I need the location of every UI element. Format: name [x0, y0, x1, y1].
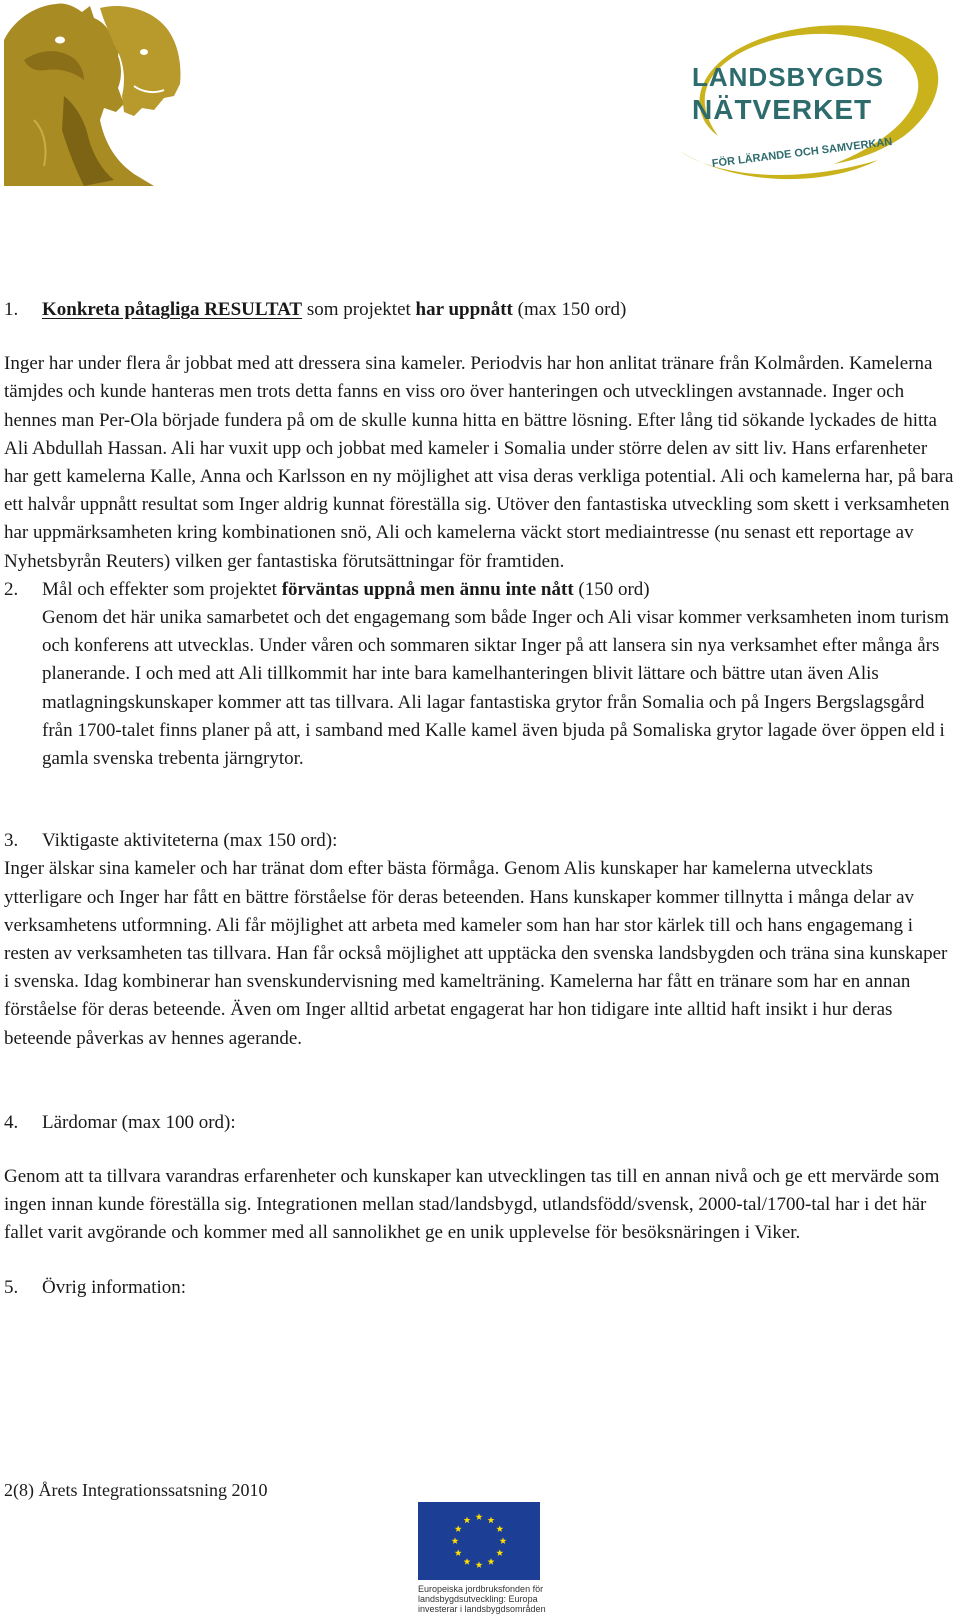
spacer [4, 1248, 954, 1274]
sheep-logo [4, 0, 184, 186]
logo-tagline: FÖR LÄRANDE OCH SAMVERKAN [711, 135, 893, 170]
eu-caption [418, 1584, 554, 1614]
section-1-number: 1. [4, 299, 19, 320]
section-1-title-bold: har uppnått [415, 299, 513, 320]
logo-text-line2: NÄTVERKET [692, 94, 873, 125]
section-1-title-end: (max 150 ord) [512, 299, 627, 320]
section-2-number: 2. [4, 578, 19, 600]
section-4-title: Lärdomar (max 100 ord): [42, 1111, 236, 1133]
golden-sheep-logo-icon [4, 0, 184, 186]
eu-flag-icon [418, 1502, 540, 1580]
section-4-body: Genom att ta tillvara varandras erfarenheter och kunskaper kan utvecklingen tas till en annan nivå och ge ett mervärde som ingen innan kunde föreställa sig. Integrationen mellan stad/landsbygd, utlandsfödd/svensk, 2000-tal/1700-tal har i det här fallet varit avgörande och kommer med all sannolikhet ge en unik upplevelse för besöksnäringen i Viker. [4, 1166, 940, 1244]
eu-caption-line1: Europeiska jordbruksfonden för [418, 1584, 544, 1594]
section-1-body: Inger har under flera år jobbat med att dressera sina kameler. Periodvis har hon anlitat tränare från Kolmården. Kamelerna tämjdes och kunde hanteras men trots detta fanns en viss oro över hanteringen och utvecklingen avstannade. Inger och hennes man Per-Ola började fundera på om de skulle kunna hitta en bättre lösning. Efter lång tid sökande lyckades de hitta Ali Abdullah Hassan. Ali har vuxit upp och jobbat med kameler i Somalia under större delen av sitt liv. Hans erfarenheter har gett kamelerna Kalle, Anna och Karlsson en ny möjlighet att visa deras verkliga potential. Ali och kamelerna har, på bara ett halvår uppnått resultat som Inger aldrig kunnat föreställa sig. Utöver den fantastiska utveckling som skett i verksamheten har uppmärksamheten kring kombinationen snö, Ali och kamelerna väckt stort mediaintresse (nu senast ett reportage av Nyhetsbyrån Reuters) vilken ger fantastiska förutsättningar för framtiden. [4, 353, 954, 572]
spacer [4, 1053, 954, 1109]
document-body [4, 296, 954, 1302]
section-1-title-mid: som projektet [302, 299, 416, 320]
spacer [4, 1137, 954, 1163]
section-1-heading [4, 296, 954, 324]
section-3-number: 3. [4, 830, 19, 852]
section-3-heading [4, 827, 954, 855]
section-5-heading [4, 1274, 954, 1302]
spacer [4, 773, 954, 827]
eu-caption-line2: landsbygdsutveckling: Europa [418, 1594, 538, 1604]
section-1-title-underlined: Konkreta påtagliga RESULTAT [42, 299, 303, 320]
section-2-title-end: (150 ord) [573, 578, 650, 600]
eu-logo [418, 1502, 540, 1580]
section-3-body: Inger älskar sina kameler och har tränat dom efter bästa förmåga. Genom Alis kunskaper har kamelerna utvecklats ytterligare och Inger har fått en bättre förståelse för deras beteenden. Hans kunskaper kommer tillnytta i många delar av verksamhetens utformning. Ali får möjlighet att arbeta med kameler som han har stor kärlek till och hans engagemang i resten av verksamheten tas tillvara. Han får också möjlighet att upptäcka den svenska landsbygden och träna sina kunskaper i svenska. Idag kombinerar han svenskundervisning med kamelträning. Kamelerna har fått en tränare som har en annan förståelse för deras beteende. Även om Inger alltid arbetat engagerat har hon tidigare inte alltid haft insikt i hur deras beteende påverkas av hennes agerande. [4, 858, 948, 1049]
section-5-number: 5. [4, 1276, 19, 1298]
landsbygdsnatverket-logo [678, 18, 958, 190]
section-4-heading [4, 1109, 954, 1137]
section-3-title: Viktigaste aktiviteterna (max 150 ord): [42, 830, 338, 852]
logo-text-line1: LANDSBYGDS [692, 62, 885, 92]
section-4-number: 4. [4, 1111, 19, 1133]
section-2-body: Genom det här unika samarbetet och det engagemang som både Inger och Ali visar kommer verksamheten inom turism och konferens att utvecklas. Under våren och sommaren siktar Inger på att lansera sin nya verksamhet efter många års planerande. I och med att Ali tillkommit har inte bara kamelhanteringen blivit lättare och bättre utan även Alis matlagningskunskaper kommer att tas tillvara. Ali lagar fantastiska grytor från Somalia och på Ingers Bergslagsgård från 1700-talet finns planer på att, i samband med Kalle kamel även bjuda på Somaliska grytor lagade över öppen eld i gamla svenska trebenta järngrytor. [42, 607, 949, 770]
eu-caption-line3: investerar i landsbygdsområden [418, 1604, 546, 1614]
section-2-title-start: Mål och effekter som projektet [42, 578, 282, 600]
page-footer: 2(8) Årets Integrationssatsning 2010 [4, 1480, 268, 1500]
spacer [4, 324, 954, 350]
section-2-heading [4, 576, 954, 604]
section-5-title: Övrig information: [42, 1276, 187, 1298]
section-2-title-bold: förväntas uppnå men ännu inte nått [281, 578, 574, 600]
